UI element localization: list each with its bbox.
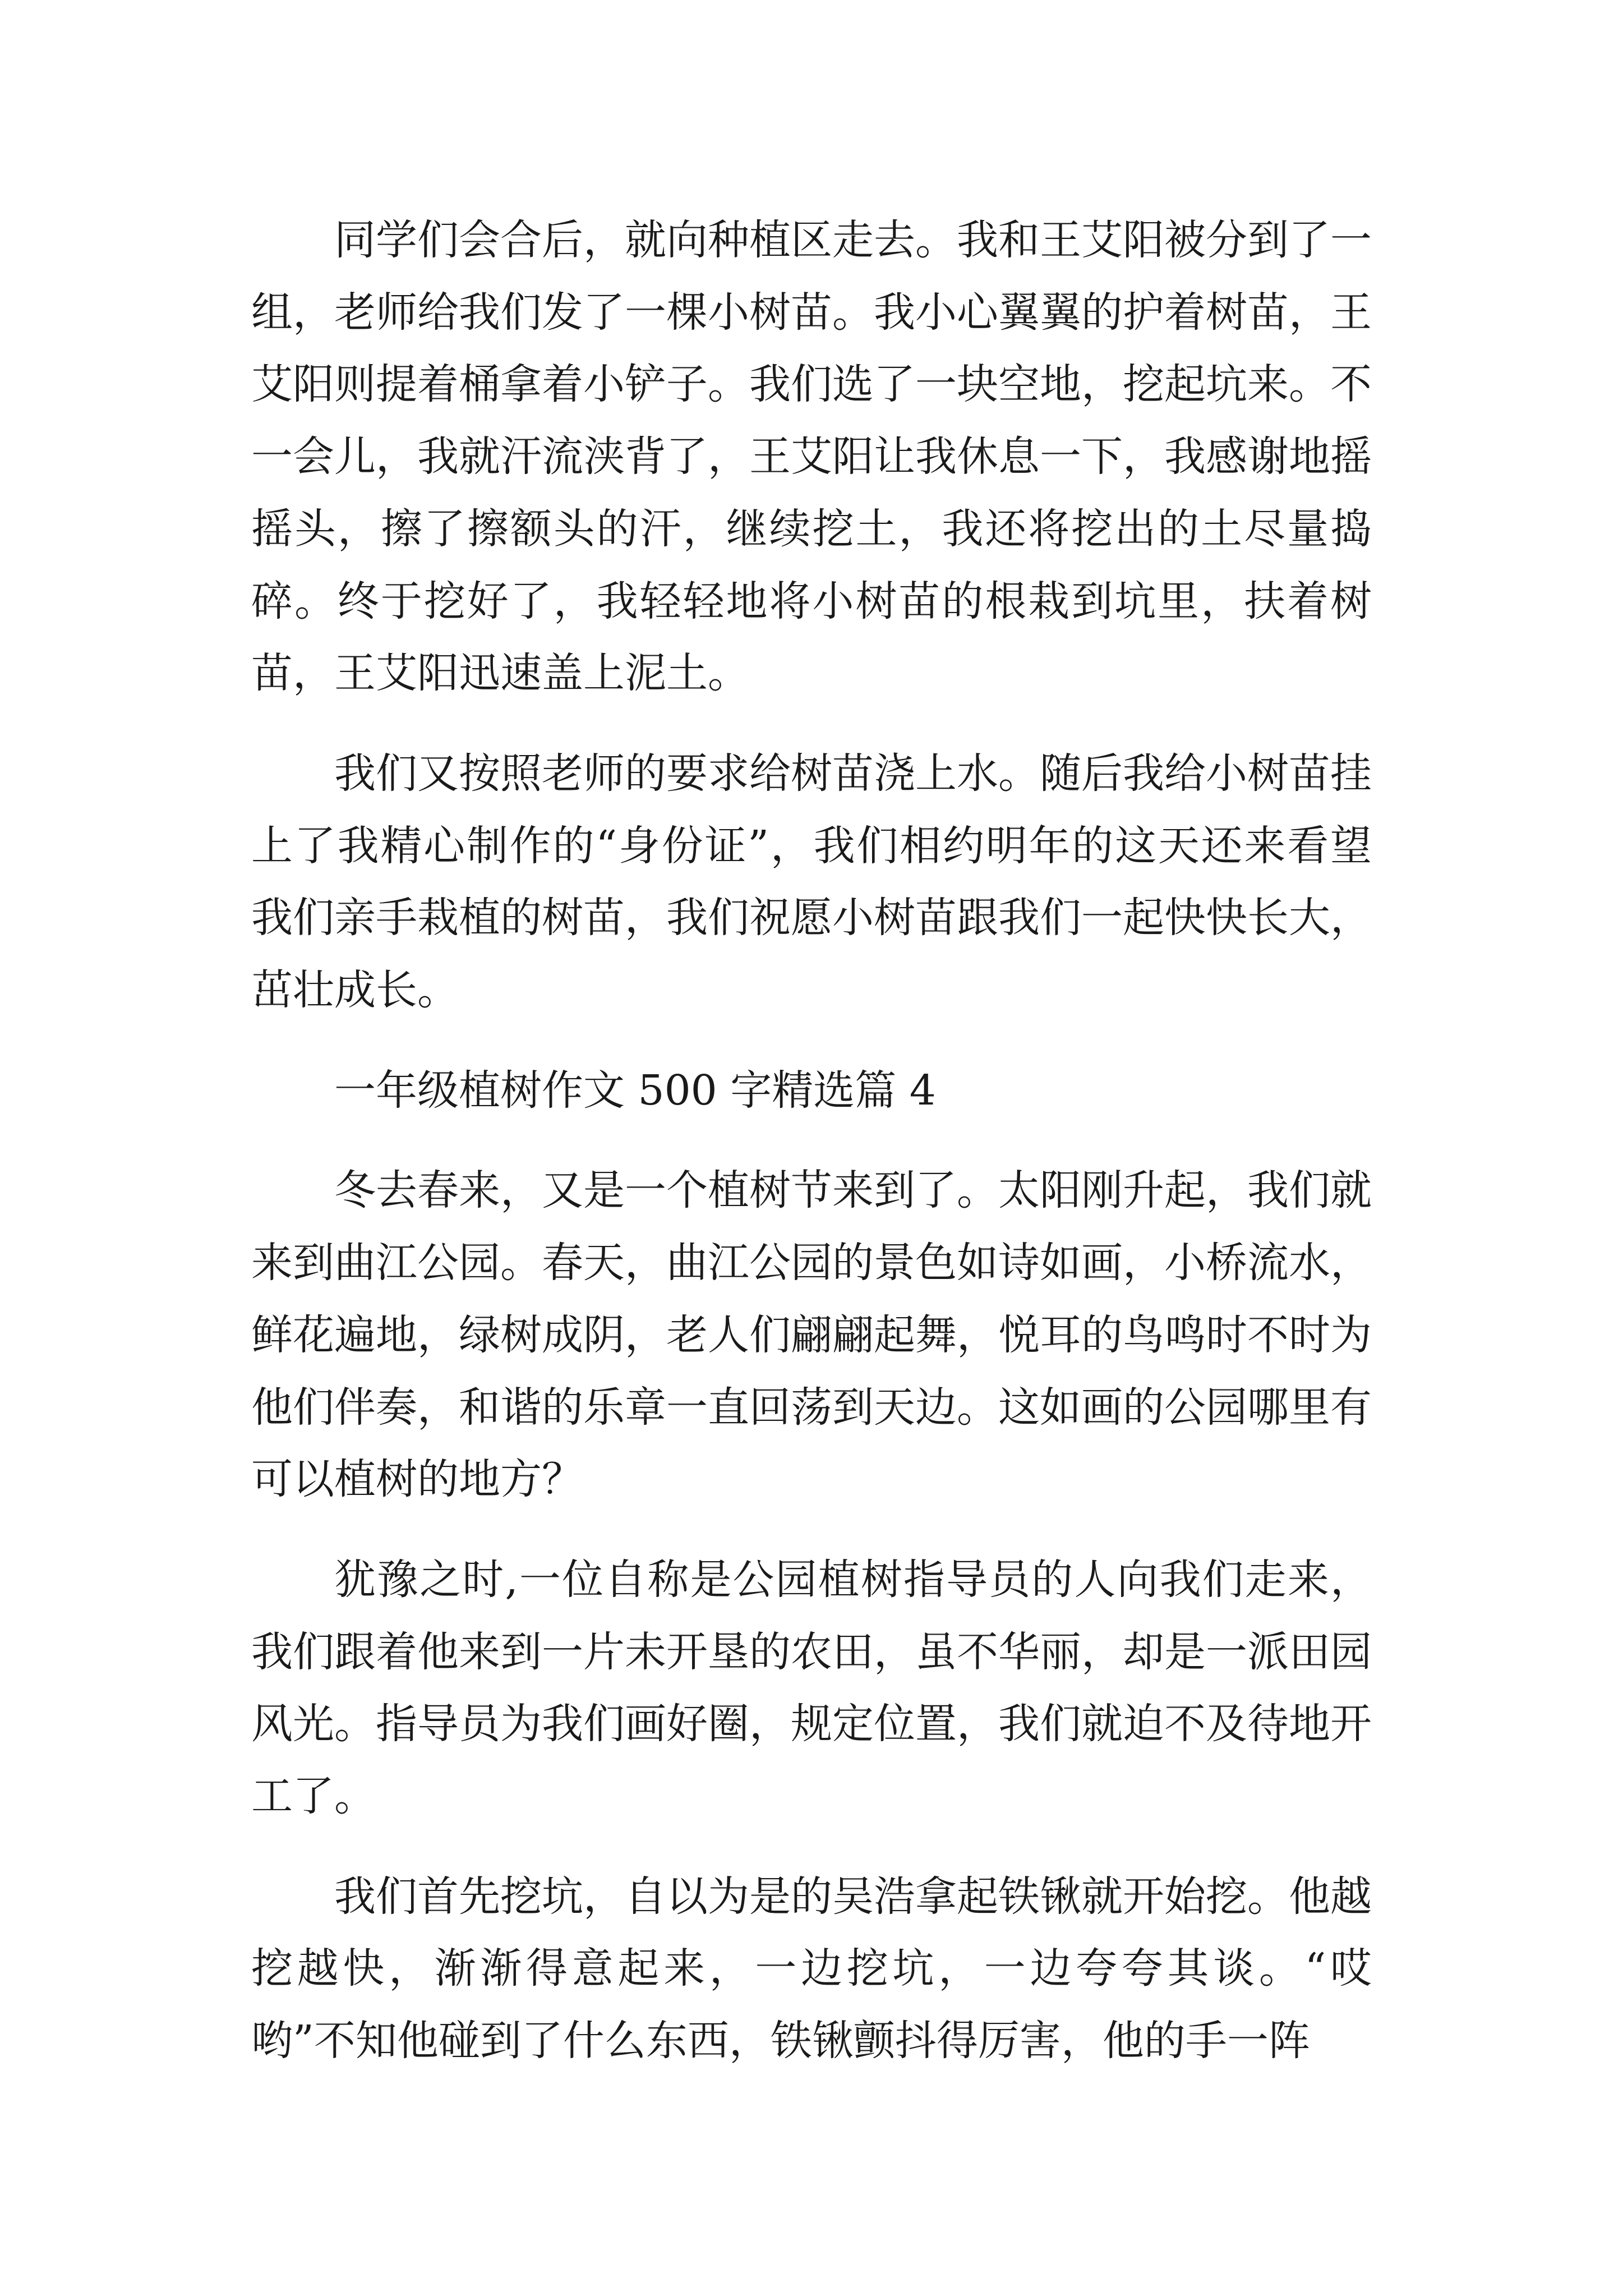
paragraph-gap xyxy=(251,1833,1372,1861)
paragraph-gap xyxy=(251,1516,1372,1544)
paragraph-gap xyxy=(251,1126,1372,1154)
paragraph-4: 犹豫之时,一位自称是公园植树指导员的人向我们走来，我们跟着他来到一片未开垦的农田，虽不华丽，却是一派田园风光。指导员为我们画好圈，规定位置，我们就迫不及待地开工了。 xyxy=(251,1555,1372,1821)
paragraph-2: 我们又按照老师的要求给树苗浇上水。随后我给小树苗挂上了我精心制作的“身份证”，我们相约明年的这天还来看望我们亲手栽植的树苗，我们祝愿小树苗跟我们一起快快长大，茁壮成长。 xyxy=(251,749,1372,1015)
document-body xyxy=(251,204,1372,2077)
paragraph-gap xyxy=(251,710,1372,738)
paragraph-gap xyxy=(251,1027,1372,1055)
paragraph-3: 冬去春来，又是一个植树节来到了。太阳刚升起，我们就来到曲江公园。春天，曲江公园的景色如诗如画，小桥流水，鲜花遍地，绿树成阴，老人们翩翩起舞，悦耳的鸟鸣时不时为他们伴奏，和谐的乐章一直回荡到天边。这如画的公园哪里有可以植树的地方？ xyxy=(251,1166,1372,1504)
section-heading: 一年级植树作文 500 字精选篇 4 xyxy=(334,1066,936,1115)
paragraph-1: 同学们会合后，就向种植区走去。我和王艾阳被分到了一组，老师给我们发了一棵小树苗。我小心翼翼的护着树苗，王艾阳则提着桶拿着小铲子。我们选了一块空地，挖起坑来。不一会儿，我就汗流浃背了，王艾阳让我休息一下，我感谢地摇摇头，擦了擦额头的汗，继续挖土，我还将挖出的土尽量捣碎。终于挖好了，我轻轻地将小树苗的根栽到坑里，扶着树苗，王艾阳迅速盖上泥土。 xyxy=(251,216,1372,698)
paragraph-5: 我们首先挖坑，自以为是的吴浩拿起铁锹就开始挖。他越挖越快，渐渐得意起来，一边挖坑，一边夸夸其谈。“哎哟”不知他碰到了什么东西，铁锹颤抖得厉害，他的手一阵 xyxy=(251,1872,1372,2065)
